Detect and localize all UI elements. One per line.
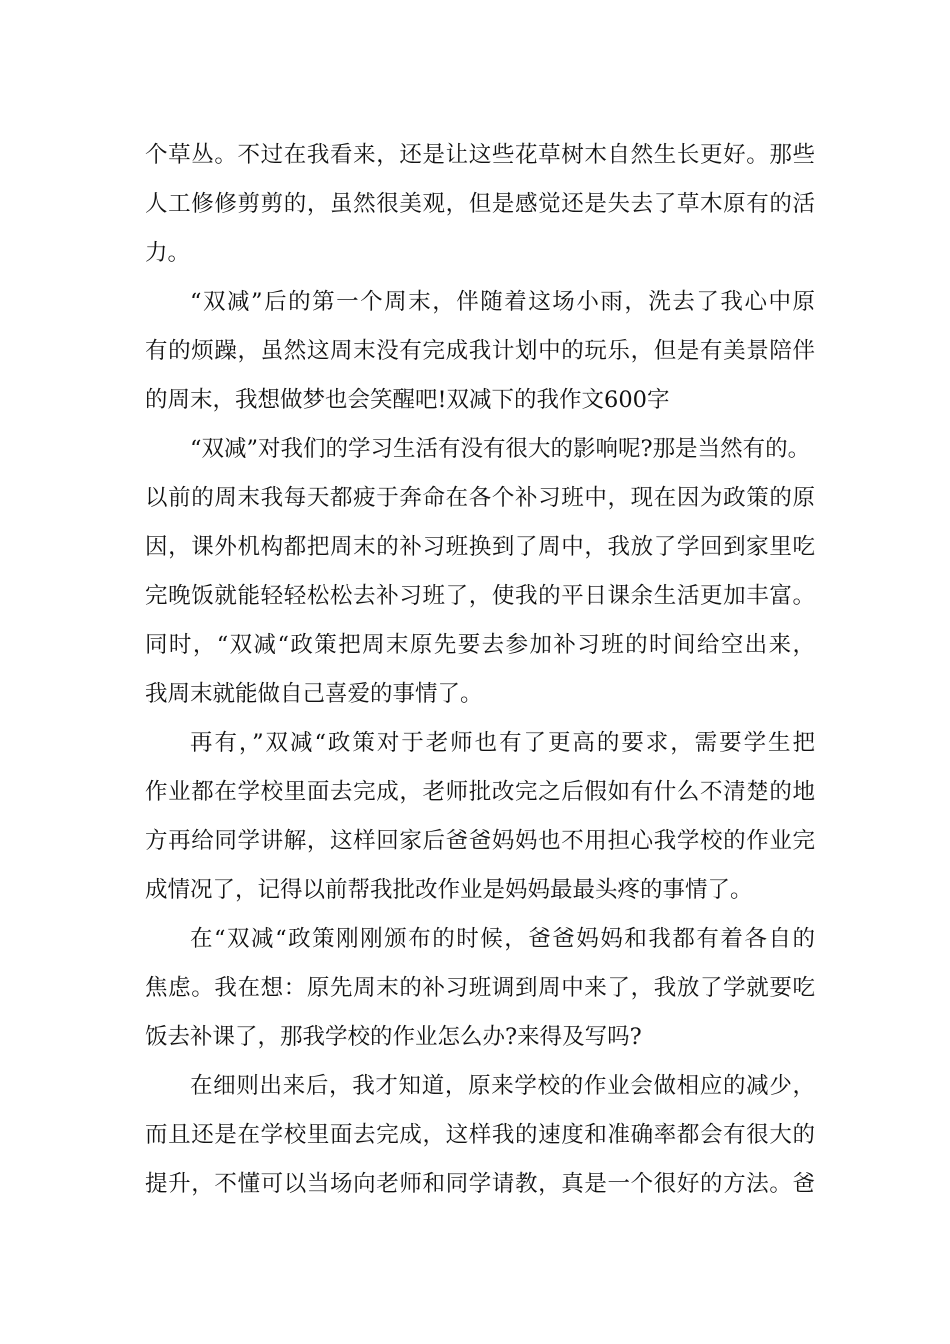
essay-body	[145, 131, 815, 1209]
text-line: 成情况了，记得以前帮我批改作业是妈妈最最头疼的事情了。	[145, 877, 753, 903]
text-line: 我周末就能做自己喜爱的事情了。	[145, 681, 483, 707]
text-line: 因，课外机构都把周末的补习班换到了周中，我放了学回到家里吃	[145, 534, 815, 560]
text-line: 提升，不懂可以当场向老师和同学请教，真是一个很好的方法。爸	[145, 1171, 815, 1197]
text-line: 的周末，我想做梦也会笑醒吧!双减下的我作文600字	[145, 387, 670, 413]
text-line: 而且还是在学校里面去完成，这样我的速度和准确率都会有很大的	[145, 1122, 815, 1148]
text-line: 以前的周末我每天都疲于奔命在各个补习班中，现在因为政策的原	[145, 485, 815, 511]
paragraph-first-line: “双减”后的第一个周末，伴随着这场小雨，洗去了我心中原	[190, 289, 815, 315]
text-line: 同时，“双减“政策把周末原先要去参加补习班的时间给空出来，	[145, 632, 815, 658]
paragraph-first-line: “双减”对我们的学习生活有没有很大的影响呢?那是当然有的。	[190, 436, 811, 462]
text-line: 焦虑。我在想：原先周末的补习班调到周中来了，我放了学就要吃	[145, 975, 815, 1001]
text-line: 完晚饭就能轻轻松松去补习班了，使我的平日课余生活更加丰富。	[145, 583, 815, 609]
text-line: 作业都在学校里面去完成，老师批改完之后假如有什么不清楚的地	[145, 779, 815, 805]
text-line: 个草丛。不过在我看来，还是让这些花草树木自然生长更好。那些	[145, 142, 815, 168]
paragraph-first-line: 在细则出来后，我才知道，原来学校的作业会做相应的减少，	[190, 1073, 815, 1099]
text-line: 有的烦躁，虽然这周末没有完成我计划中的玩乐，但是有美景陪伴	[145, 338, 815, 364]
text-line: 方再给同学讲解，这样回家后爸爸妈妈也不用担心我学校的作业完	[145, 828, 815, 854]
paragraph-first-line: 再有，”双减“政策对于老师也有了更高的要求，需要学生把	[190, 730, 815, 756]
text-line: 饭去补课了，那我学校的作业怎么办?来得及写吗?	[145, 1024, 642, 1050]
paragraph-first-line: 在“双减“政策刚刚颁布的时候，爸爸妈妈和我都有着各自的	[190, 926, 815, 952]
text-line: 力。	[145, 240, 191, 266]
text-line: 人工修修剪剪的，虽然很美观，但是感觉还是失去了草木原有的活	[145, 191, 815, 217]
